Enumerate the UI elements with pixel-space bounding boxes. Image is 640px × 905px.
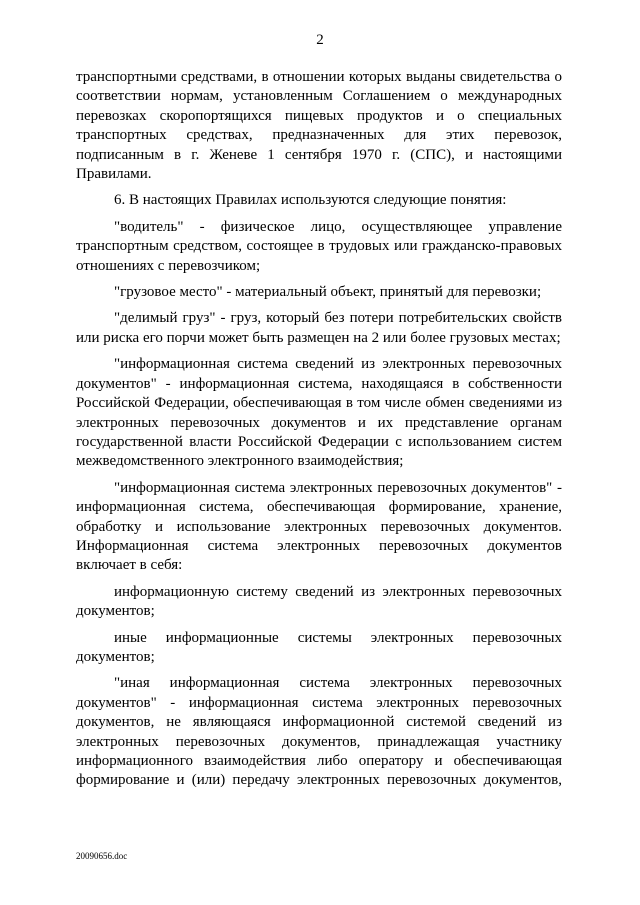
document-body [76,68,562,791]
definition-info-system-documents: "информационная система электронных перевозочных документов" - информационная система, обеспечивающая формирование, хранение, обработку и использование электронных перевозочных документов. Информационная система электронных перевозочных документов включает в себя: [76,479,562,574]
paragraph-item-6: 6. В настоящих Правилах используются следующие понятия: [114,192,507,209]
footer-filename: 20090656.doc [76,851,128,861]
definition-info-system-records: "информационная система сведений из электронных перевозочных документов" - информационная система, находящаяся в собственности Российской Федерации, обеспечивающая в том числе обмен сведениями из электронных перевозочных документов и их представление органам государственной власти Российской Федерации с использованием систем межведомственного электронного взаимодействия; [76,356,562,470]
definition-cargo-place: "грузовое место" - материальный объект, принятый для перевозки; [114,284,542,301]
page-number: 2 [316,32,324,48]
paragraph-continuation: транспортными средствами, в отношении которых выданы свидетельства о соответствии нормам, установленным Соглашением о международных перевозках скоропортящихся пищевых продуктов и о специальных транспортных средствах, предназначенных для этих перевозок, подписанным в г. Женеве 1 сентября 1970 г. (СПС), и настоящими Правилами. [76,69,562,183]
definition-divisible-cargo: "делимый груз" - груз, который без потери потребительских свойств или риска его порчи может быть размещен на 2 или более грузовых местах; [76,310,562,346]
definition-driver: "водитель" - физическое лицо, осуществляющее управление транспортным средством, состоящее в трудовых или гражданско-правовых отношениях с перевозчиком; [76,218,562,274]
definition-other-info-system: "иная информационная система электронных перевозочных документов" - информационная система электронных перевозочных документов, не являющаяся информационной системой сведений из электронных перевозочных документов, принадлежащая участнику информационного взаимодействия либо оператору и обеспечивающая формирование и (или) передачу электронных перевозочных документов, [76,675,562,789]
list-item-other-systems: иные информационные системы электронных перевозочных документов; [76,629,562,665]
list-item-info-system-records: информационную систему сведений из электронных перевозочных документов; [76,583,562,620]
